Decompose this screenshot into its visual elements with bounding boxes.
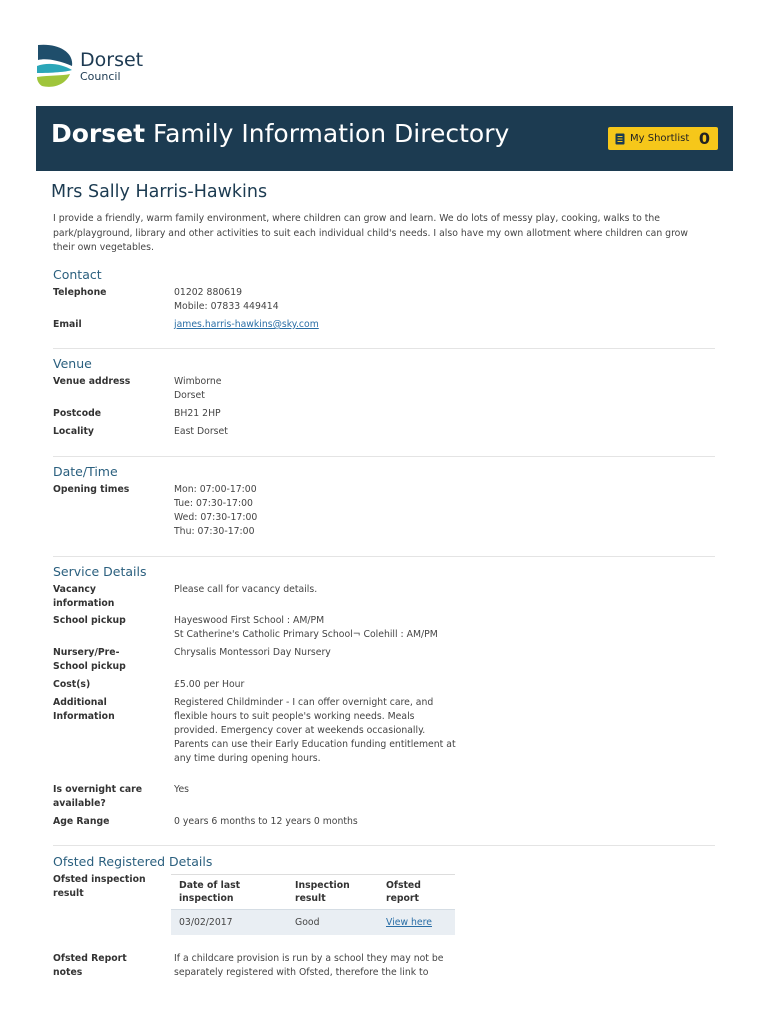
additional-info-label: Additional Information xyxy=(53,697,115,722)
age-range-label: Age Range xyxy=(53,816,110,827)
school-pickup-value: Hayeswood First School : AM/PM St Catherine's Catholic Primary School¬ Colehill : AM/PM xyxy=(174,615,438,640)
cost-value: £5.00 per Hour xyxy=(174,679,245,690)
mobile-value: Mobile: 07833 449414 xyxy=(174,301,279,312)
ofsted-table xyxy=(171,874,455,935)
dorset-council-logo[interactable] xyxy=(36,44,143,88)
site-header xyxy=(36,106,733,171)
school-pickup-label: School pickup xyxy=(53,615,126,626)
postcode-label: Postcode xyxy=(53,408,102,419)
locality-value: East Dorset xyxy=(174,426,228,437)
email-link[interactable]: james.harris-hawkins@sky.com xyxy=(174,319,319,330)
venue-address-value: Wimborne Dorset xyxy=(174,376,222,401)
overnight-care-value: Yes xyxy=(174,784,190,795)
contact-heading: Contact xyxy=(53,267,102,282)
shortlist-count: 0 xyxy=(698,129,710,148)
telephone-label: Telephone xyxy=(53,287,107,298)
site-title xyxy=(51,119,509,148)
dorset-logo-icon xyxy=(36,44,74,88)
venue-heading: Venue xyxy=(53,356,92,371)
table-header-row xyxy=(171,875,455,910)
divider xyxy=(53,456,715,457)
ofsted-result-label: Ofsted inspection result xyxy=(53,874,146,899)
provider-description: I provide a friendly, warm family environment, where children can grow and learn. We do lots of messy play, cooking, walks to the park/playground, library and other activities to suit each individual child's needs. I also have my own allotment where children can grow their own vegetables. xyxy=(53,213,688,253)
my-shortlist-button[interactable] xyxy=(608,127,718,150)
provider-name: Mrs Sally Harris-Hawkins xyxy=(51,182,268,202)
venue-address-label: Venue address xyxy=(53,376,131,387)
ofsted-heading: Ofsted Registered Details xyxy=(53,854,213,869)
logo-title: Dorset xyxy=(80,48,144,71)
column-header-date: Date of last inspection xyxy=(171,875,287,910)
ofsted-notes-value: If a childcare provision is run by a school they may not be separately registered with Ofsted, therefore the link to xyxy=(174,953,444,978)
opening-times-label: Opening times xyxy=(53,484,130,495)
divider xyxy=(53,845,715,846)
divider xyxy=(53,556,715,557)
telephone-value: 01202 880619 xyxy=(174,287,243,298)
overnight-care-label: Is overnight care available? xyxy=(53,784,143,809)
table-row xyxy=(171,910,455,936)
cost-label: Cost(s) xyxy=(53,679,91,690)
locality-label: Locality xyxy=(53,426,94,437)
vacancy-value: Please call for vacancy details. xyxy=(174,584,318,595)
report-cell xyxy=(378,910,455,936)
opening-times-value: Mon: 07:00-17:00 Tue: 07:30-17:00 Wed: 07:30-17:00 Thu: 07:30-17:00 xyxy=(174,484,258,537)
site-title-bold: Dorset xyxy=(51,119,146,148)
datetime-heading: Date/Time xyxy=(53,464,118,479)
nursery-pickup-value: Chrysalis Montessori Day Nursery xyxy=(174,647,331,658)
logo-subtitle: Council xyxy=(80,69,121,83)
column-header-result: Inspection result xyxy=(287,875,378,910)
shortlist-label: My Shortlist xyxy=(630,133,690,144)
document-icon xyxy=(615,133,625,145)
view-report-link[interactable]: View here xyxy=(386,917,432,928)
inspection-result-cell: Good xyxy=(287,910,378,936)
divider xyxy=(53,348,715,349)
email-label: Email xyxy=(53,319,82,330)
age-range-value: 0 years 6 months to 12 years 0 months xyxy=(174,816,358,827)
ofsted-notes-label: Ofsted Report notes xyxy=(53,953,127,978)
nursery-pickup-label: Nursery/Pre-School pickup xyxy=(53,647,126,672)
postcode-value: BH21 2HP xyxy=(174,408,221,419)
vacancy-label: Vacancy information xyxy=(53,584,115,609)
site-title-rest: Family Information Directory xyxy=(145,119,510,148)
column-header-report: Ofsted report xyxy=(378,875,455,910)
service-details-heading: Service Details xyxy=(53,564,147,579)
additional-info-value: Registered Childminder - I can offer overnight care, and flexible hours to suit people's working needs. Meals provided. Emergency cover at weekends occasionally. Parents can use their Early Education funding entitlement at any time during opening hours. xyxy=(174,697,456,764)
inspection-date-cell: 03/02/2017 xyxy=(171,910,287,936)
